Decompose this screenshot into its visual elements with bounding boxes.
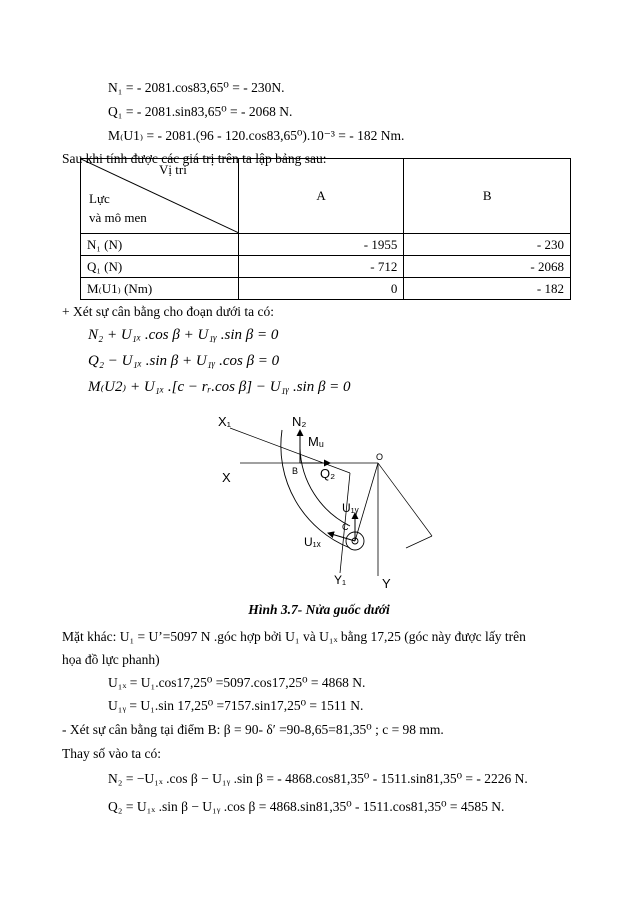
label-n2: N₂ (292, 414, 307, 429)
label-y1: Y₁ (334, 573, 347, 587)
u1x-arrow (328, 533, 355, 541)
dimension-tick (406, 536, 432, 548)
header-col-b: B (404, 159, 571, 234)
label-c: C (342, 522, 349, 532)
label-u1y: U₁ᵧ (342, 501, 359, 515)
n2-result-line: N₂ = −U₁ₓ .cos β − U₁ᵧ .sin β = - 4868.cos81,35⁰ - 1511.sin81,35⁰ = - 2226 N. (108, 771, 528, 786)
row-label: M₍U1₎ (Nm) (81, 278, 239, 300)
diagonal-header-cell (81, 159, 239, 234)
table-row (81, 278, 571, 300)
mu1-line: M₍U1₎ = - 2081.(96 - 120.cos83,65⁰).10⁻³ = - 182 Nm. (108, 128, 405, 143)
substitute-line: Thay số vào ta có: (62, 746, 161, 761)
label-o: O (376, 452, 384, 462)
dimension-line (378, 463, 432, 536)
value-a: - 712 (238, 256, 404, 278)
value-b: - 230 (404, 234, 571, 256)
label-u1x: U₁ₓ (304, 535, 321, 549)
label-x1: X₁ (218, 414, 232, 429)
balance-lower-heading: + Xét sự cân bằng cho đoạn dưới ta có: (62, 304, 274, 319)
q1-line: Q₁ = - 2081.sin83,65⁰ = - 2068 N. (108, 104, 293, 119)
header-moment-label: và mô men (89, 210, 147, 225)
label-x: X (222, 470, 231, 485)
u1y-line: U₁ᵧ = U₁.sin 17,25⁰ =7157.sin17,25⁰ = 1511 N. (108, 698, 364, 713)
equation-3: M₍U2₎ + U₁ₓ .[c − rᵣ.cos β] − U₁ᵧ .sin β = 0 (88, 379, 351, 395)
table-row (81, 234, 571, 256)
q2-result-line: Q₂ = U₁ₓ .sin β − U₁ᵧ .cos β = 4868.sin81,35⁰ - 1511.cos81,35⁰ = 4585 N. (108, 799, 505, 814)
header-col-a: A (238, 159, 404, 234)
header-position-label: Vị trí (159, 162, 187, 177)
table-header-row (81, 159, 571, 234)
value-a: - 1955 (238, 234, 404, 256)
force-table (80, 158, 571, 300)
table-row (81, 256, 571, 278)
lower-shoe-figure (200, 408, 440, 598)
other-side-line-1: Mặt khác: U₁ = U’=5097 N .góc hợp bởi U₁ và U₁ₓ bằng 17,25 (góc này được lấy trên (62, 629, 526, 644)
row-label: N₁ (N) (81, 234, 239, 256)
u1x-line: U₁ₓ = U₁.cos17,25⁰ =5097.cos17,25⁰ = 4868 N. (108, 675, 366, 690)
value-b: - 2068 (404, 256, 571, 278)
label-q2: Q₂ (320, 466, 336, 481)
n1-line: N₁ = - 2081.cos83,65⁰ = - 230N. (108, 80, 285, 95)
balance-b-line: - Xét sự cân bằng tại điểm B: β = 90- δ′ =90-8,65=81,35⁰ ; c = 98 mm. (62, 722, 444, 737)
table-intro: Sau khi tính được các giá trị trên ta lập bảng sau: (62, 151, 327, 166)
value-a: 0 (238, 278, 404, 300)
equation-1: N₂ + U₁ₓ .cos β + U₁ᵧ .sin β = 0 (88, 327, 279, 343)
figure-caption: Hình 3.7- Nửa guốc dưới (248, 602, 390, 617)
label-b: B (292, 466, 299, 476)
value-b: - 182 (404, 278, 571, 300)
label-y: Y (382, 576, 391, 591)
equation-2: Q₂ − U₁ₓ .sin β + U₁ᵧ .cos β = 0 (88, 353, 280, 369)
header-force-label: Lực (89, 191, 110, 206)
row-label: Q₁ (N) (81, 256, 239, 278)
other-side-line-2: họa đồ lực phanh) (62, 652, 160, 667)
label-mu: Mᵤ (308, 434, 324, 449)
